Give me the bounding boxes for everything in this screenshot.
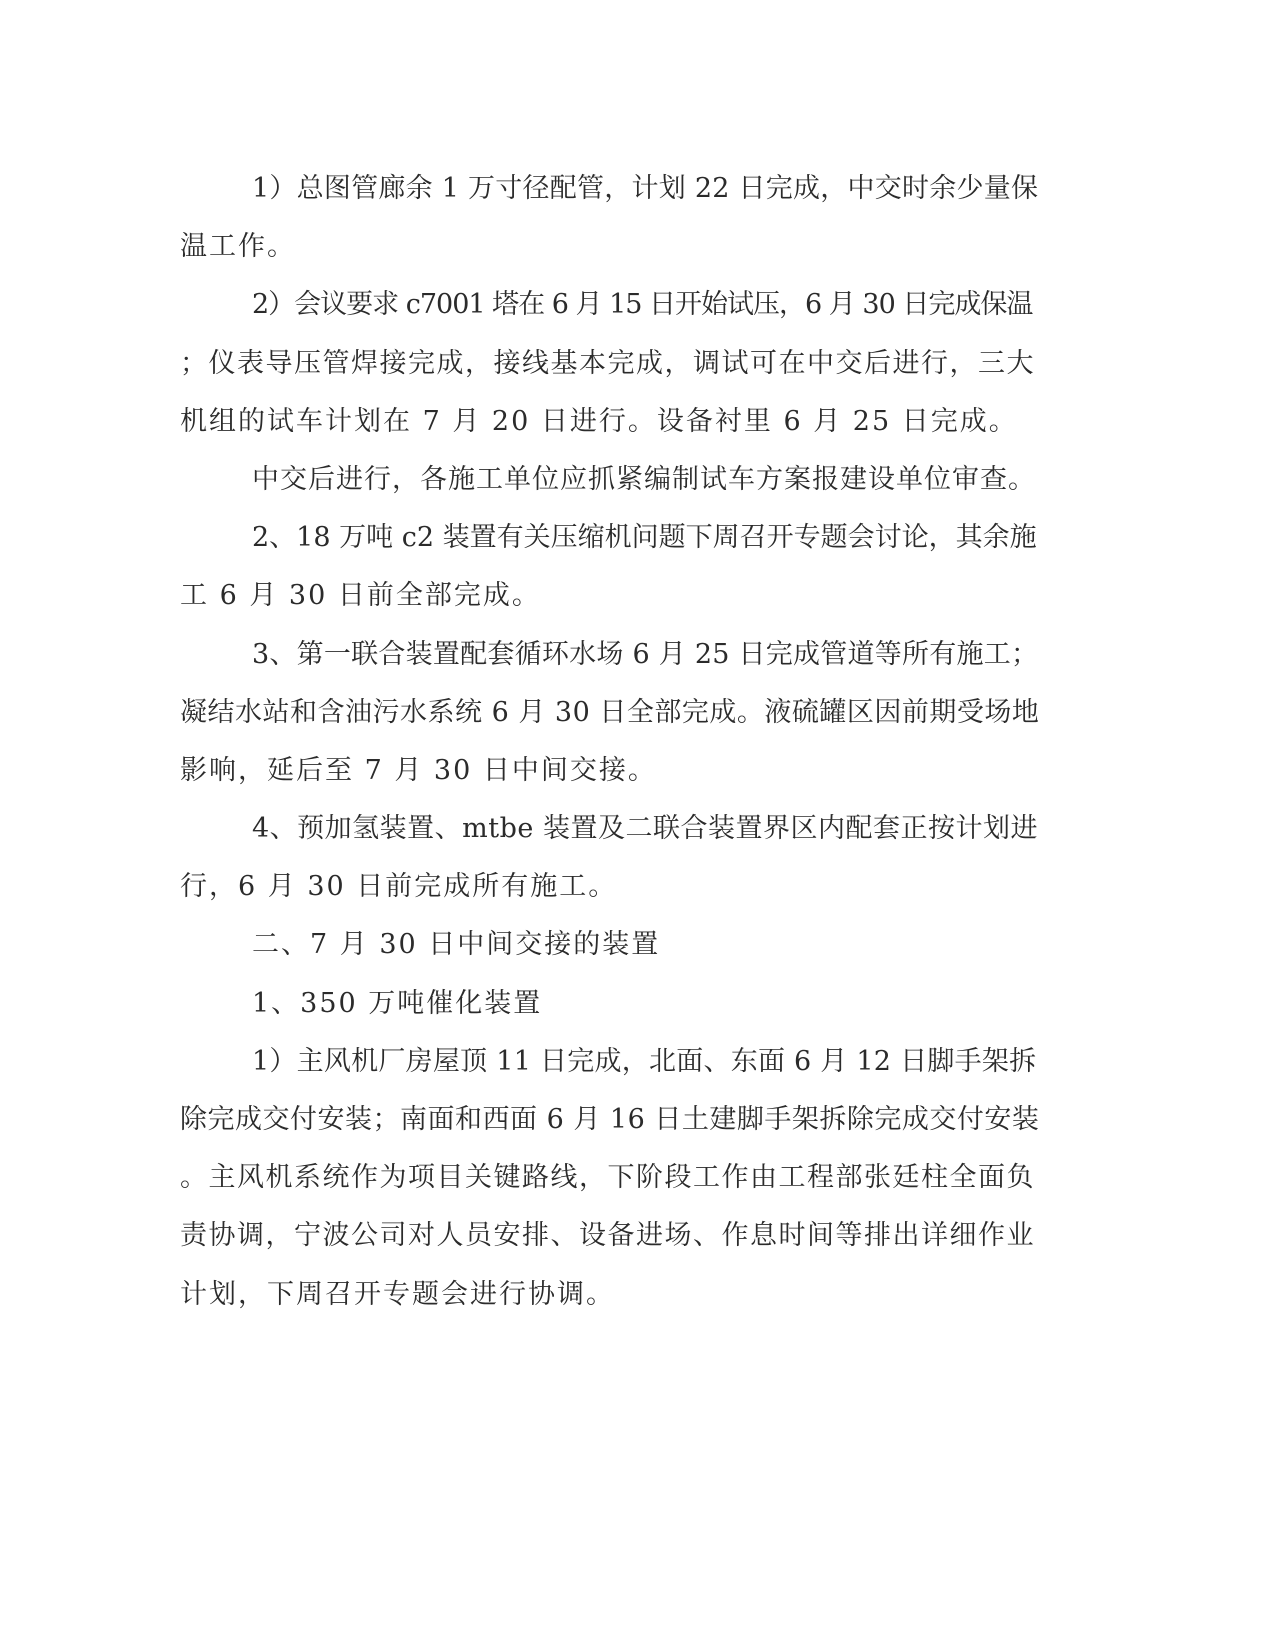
text-line: 4、预加氢装置、mtbe 装置及二联合装置界区内配套正按计划进 — [252, 813, 1038, 845]
section-heading: 二、7 月 30 日中间交接的装置 — [252, 929, 661, 961]
text-line: 工 6 月 30 日前全部完成。 — [180, 580, 541, 612]
text-line: 3、第一联合装置配套循环水场 6 月 25 日完成管道等所有施工； — [252, 638, 1039, 670]
text-line: 1）主风机厂房屋顶 11 日完成，北面、东面 6 月 12 日脚手架拆 — [252, 1045, 1037, 1077]
text-line: 2）会议要求 c7001 塔在 6 月 15 日开始试压，6 月 30 日完成保温 — [252, 289, 1033, 321]
text-line: ；仪表导压管焊接完成，接线基本完成，调试可在中交后进行，三大 — [180, 347, 1035, 379]
text-line: 2、18 万吨 c2 装置有关压缩机问题下周召开专题会讨论，其余施 — [252, 522, 1037, 554]
text-line: 机组的试车计划在 7 月 20 日进行。设备衬里 6 月 25 日完成。 — [180, 405, 1018, 437]
text-line: 影响，延后至 7 月 30 日中间交接。 — [180, 754, 657, 786]
text-line: 计划，下周召开专题会进行协调。 — [180, 1278, 615, 1310]
subsection-heading: 1、350 万吨催化装置 — [252, 987, 543, 1019]
text-line: 责协调，宁波公司对人员安排、设备进场、作息时间等排出详细作业 — [180, 1220, 1035, 1252]
text-line: 除完成交付安装；南面和西面 6 月 16 日土建脚手架拆除完成交付安装 — [180, 1104, 1040, 1135]
text-line: 凝结水站和含油污水系统 6 月 30 日全部完成。液硫罐区因前期受场地 — [180, 696, 1040, 728]
text-line: 中交后进行，各施工单位应抓紧编制试车方案报建设单位审查。 — [252, 463, 1036, 495]
document-body — [180, 160, 1040, 1324]
text-line: 1）总图管廊余 1 万寸径配管，计划 22 日完成，中交时余少量保 — [252, 173, 1039, 204]
text-line: 。主风机系统作为项目关键路线，下阶段工作由工程部张廷柱全面负 — [180, 1162, 1035, 1194]
text-line: 温工作。 — [180, 231, 296, 263]
text-line: 行，6 月 30 日前完成所有施工。 — [180, 871, 618, 903]
